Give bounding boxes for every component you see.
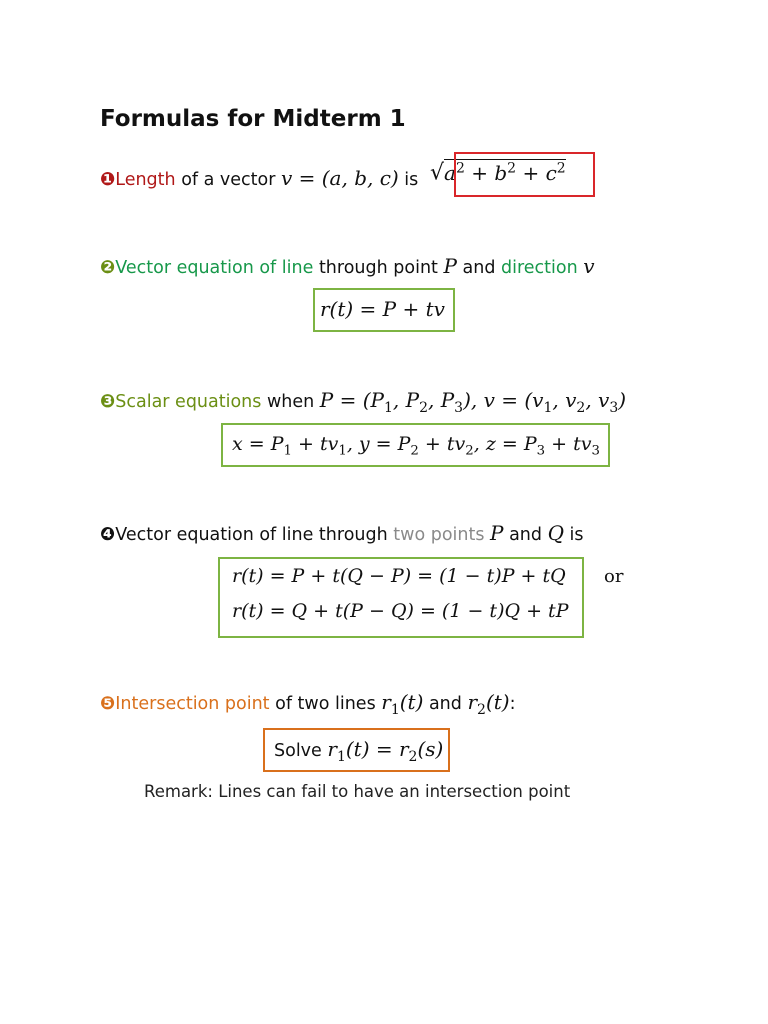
sqrt-radicand: $a^2 + b^2 + c^2$ — [444, 160, 566, 185]
vector-definition: v = (a, b, c) — [280, 166, 399, 190]
scalar-formula: $x = P_1 + tv_1$, $y = P_2 + tv_2$, $z = P_3 + tv_3$ — [232, 433, 600, 459]
sqrt-icon: √ — [430, 160, 445, 186]
remark-text: Remark: Lines can fail to have an intersection point — [144, 782, 571, 801]
section-intersection — [100, 690, 516, 722]
line-formula: r(t) = P + tv — [320, 297, 445, 321]
when-text: when — [261, 392, 320, 412]
two-points-highlight: two points — [393, 525, 485, 545]
and-text: and — [423, 694, 468, 714]
through-point-text: through point — [313, 258, 444, 278]
colon-text: : — [509, 694, 516, 714]
direction-v: v — [583, 254, 595, 278]
bullet-5: ❺ — [100, 693, 116, 714]
section-scalar — [100, 388, 626, 420]
bullet-2: ❷ — [100, 257, 116, 278]
length-is: is — [398, 170, 419, 190]
vector-equation-highlight: Vector equation of line — [115, 258, 314, 278]
bullet-3: ❸ — [100, 391, 116, 412]
intersection-highlight: Intersection point — [115, 694, 270, 714]
section-vector-line — [100, 254, 595, 280]
line-r2: $r_2(t)$ — [467, 690, 510, 718]
solve-text: Solve — [274, 741, 328, 761]
section-two-points — [100, 521, 584, 547]
bullet-4: ❹ — [100, 524, 116, 545]
scalar-condition: $P = (P_1$, $P_2$, $P_3$), $v = (v_1$, $v_2$, $v_3$) — [319, 388, 627, 416]
and-text: and — [456, 258, 501, 278]
or-text: or — [604, 566, 624, 587]
and-text: and — [503, 525, 548, 545]
point-p: P — [443, 254, 457, 278]
two-points-text: Vector equation of line through — [115, 525, 394, 545]
two-points-formula-1: r(t) = P + t(Q − P) = (1 − t)P + tQ — [232, 565, 566, 587]
intersection-formula — [274, 737, 443, 765]
section-length — [100, 166, 418, 192]
length-text: of a vector — [175, 170, 281, 190]
length-formula-box — [454, 152, 595, 197]
two-points-formula-2: r(t) = Q + t(P − Q) = (1 − t)Q + tP — [232, 600, 569, 622]
page-title: Formulas for Midterm 1 — [100, 106, 406, 132]
scalar-equations-highlight: Scalar equations — [115, 392, 262, 412]
solve-equation: $r_1(t) = r_2(s)$ — [327, 737, 444, 765]
bullet-1: ❶ — [100, 169, 116, 190]
direction-highlight: direction — [501, 258, 578, 278]
length-highlight: Length — [115, 170, 176, 190]
point-q: Q — [547, 521, 564, 545]
point-p: P — [490, 521, 504, 545]
line-r1: $r_1(t)$ — [381, 690, 424, 718]
is-text: is — [563, 525, 584, 545]
two-lines-text: of two lines — [269, 694, 382, 714]
